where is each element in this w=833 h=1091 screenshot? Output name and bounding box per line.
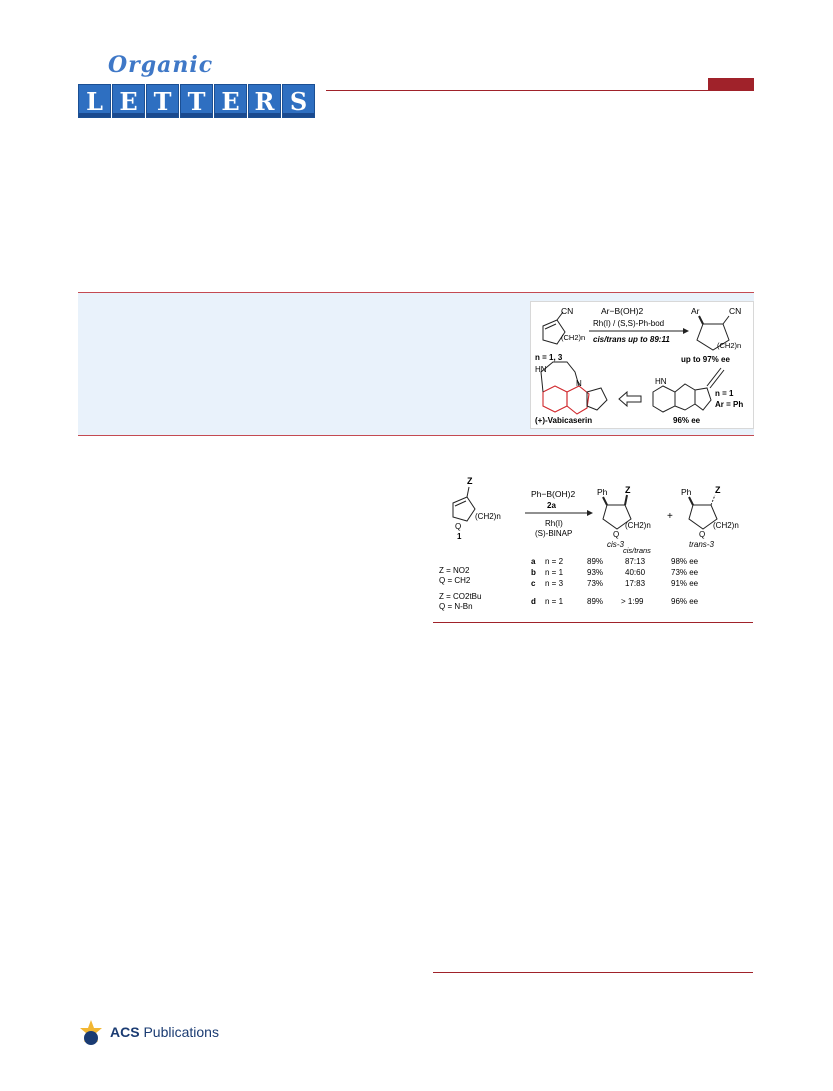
vabicaserin-hn-label: HN xyxy=(535,365,547,374)
logo-letter: R xyxy=(248,84,281,118)
intermediate-ar-label: Ar = Ph xyxy=(715,400,744,409)
logo-letter: E xyxy=(112,84,145,118)
row-c-yield: 73% xyxy=(587,579,604,588)
trans-ph-bond xyxy=(689,497,693,505)
publisher-name xyxy=(110,1024,219,1040)
intermediate-cyclopentane xyxy=(695,388,711,410)
row-c-ee: 91% ee xyxy=(671,579,699,588)
catalyst-label: Rh(I) / (S,S)-Ph-bod xyxy=(593,319,665,328)
group2-z: Z = CO2tBu xyxy=(439,592,482,601)
footnote-rule xyxy=(433,972,753,973)
cis-ph-bond xyxy=(603,497,607,505)
row-d-ratio: > 1:99 xyxy=(621,597,644,606)
trans-q-label: Q xyxy=(699,530,706,539)
product-ee-label: up to 97% ee xyxy=(681,355,730,364)
ratio-header: cis/trans xyxy=(623,546,651,555)
product-cn-bond xyxy=(723,316,729,324)
row-b-ratio: 40:60 xyxy=(625,568,646,577)
scheme-substrate-q: Q xyxy=(455,522,462,531)
group1-z: Z = NO2 xyxy=(439,566,470,575)
trans-ph-label: Ph xyxy=(681,487,692,497)
vabicaserin-cyclopentane xyxy=(587,388,607,410)
vabicaserin-benzene xyxy=(543,386,567,412)
cis-z-bond xyxy=(625,495,627,505)
vabicaserin-label: (+)-Vabicaserin xyxy=(535,416,593,425)
trans-ring-label: (CH2)n xyxy=(713,521,739,530)
logo-letter: S xyxy=(282,84,315,118)
journal-logo-tiles xyxy=(78,84,315,118)
row-d-yield: 89% xyxy=(587,597,604,606)
product-ring-label: (CH2)n xyxy=(717,341,742,350)
cis-z-label: Z xyxy=(625,485,631,495)
product-ar-label: Ar xyxy=(691,306,700,316)
row-a-yield: 89% xyxy=(587,557,604,566)
abstract-band xyxy=(78,292,754,436)
acs-emblem-icon xyxy=(78,1018,104,1046)
scheme-ligand: (S)-BINAP xyxy=(535,529,573,538)
row-d-n: n = 1 xyxy=(545,597,564,606)
publisher-name-bold: ACS xyxy=(110,1024,140,1040)
scheme-svg xyxy=(435,473,754,623)
trans-label: trans-3 xyxy=(689,540,714,549)
intermediate-benzene xyxy=(653,386,675,412)
plus-sign: + xyxy=(667,511,673,522)
intermediate-hn-label: HN xyxy=(655,377,667,386)
logo-letter: L xyxy=(78,84,111,118)
publisher-name-rest: Publications xyxy=(139,1024,219,1040)
logo-letter: T xyxy=(146,84,179,118)
logo-letter: E xyxy=(214,84,247,118)
header-tab xyxy=(708,78,754,91)
cis-q-label: Q xyxy=(613,530,620,539)
row-c-ratio: 17:83 xyxy=(625,579,646,588)
header-rule xyxy=(326,90,754,91)
row-b-n: n = 1 xyxy=(545,568,564,577)
intermediate-n-label: n = 1 xyxy=(715,389,734,398)
row-a-ratio: 87:13 xyxy=(625,557,646,566)
scheme-substrate-label: 1 xyxy=(457,532,462,541)
substrate-n-label: n = 1, 3 xyxy=(535,353,563,362)
scheme-catalyst: Rh(I) xyxy=(545,519,563,528)
journal-logo xyxy=(78,50,328,120)
row-c-n: n = 3 xyxy=(545,579,564,588)
group2-q: Q = N-Bn xyxy=(439,602,473,611)
toc-graphic-svg xyxy=(531,302,753,428)
product-ar-bond xyxy=(699,316,703,324)
trans-z-bond xyxy=(711,495,715,505)
intermediate-ee-label: 96% ee xyxy=(673,416,701,425)
vabicaserin-ring-2 xyxy=(567,386,589,414)
selectivity-label: cis/trans up to 89:11 xyxy=(593,335,670,344)
journal-header xyxy=(78,50,754,120)
cis-ring-label: (CH2)n xyxy=(625,521,651,530)
scheme-substrate-ring xyxy=(453,497,475,521)
scheme-figure xyxy=(435,473,754,623)
row-a-n: n = 2 xyxy=(545,557,564,566)
product-cn-label: CN xyxy=(729,306,742,316)
scheme-reagent: Ph−B(OH)2 xyxy=(531,489,576,499)
row-b-ee: 73% ee xyxy=(671,568,699,577)
toc-graphic xyxy=(530,301,754,429)
journal-logo-script: Organic xyxy=(108,52,214,78)
row-b-entry: b xyxy=(531,568,536,577)
intermediate-piperidine xyxy=(675,384,695,410)
scheme-substrate-ring-label: (CH2)n xyxy=(475,512,501,521)
scheme-rule xyxy=(433,622,753,623)
scheme-reagent-label: 2a xyxy=(547,501,556,510)
row-a-ee: 98% ee xyxy=(671,557,699,566)
row-a-entry: a xyxy=(531,557,536,566)
publisher-logo xyxy=(78,1017,219,1047)
row-c-entry: c xyxy=(531,579,536,588)
scheme-arrowhead xyxy=(587,510,593,516)
cis-label: cis-3 xyxy=(607,540,624,549)
row-b-yield: 93% xyxy=(587,568,604,577)
retro-arrow xyxy=(619,392,641,406)
group1-q: Q = CH2 xyxy=(439,576,471,585)
substrate-cn-label: CN xyxy=(561,306,574,316)
scheme-substrate-z: Z xyxy=(467,476,473,486)
scheme-substrate-z-bond xyxy=(467,487,469,497)
vabicaserin-diazepine xyxy=(541,362,579,392)
reaction-arrowhead xyxy=(683,328,689,334)
row-d-entry: d xyxy=(531,597,536,606)
cis-ph-label: Ph xyxy=(597,487,608,497)
vabicaserin-n-label: N xyxy=(576,379,582,388)
substrate-ring-label: (CH2)n xyxy=(561,333,586,342)
trans-z-label: Z xyxy=(715,485,721,495)
reagent-label: Ar−B(OH)2 xyxy=(601,306,644,316)
logo-letter: T xyxy=(180,84,213,118)
row-d-ee: 96% ee xyxy=(671,597,699,606)
